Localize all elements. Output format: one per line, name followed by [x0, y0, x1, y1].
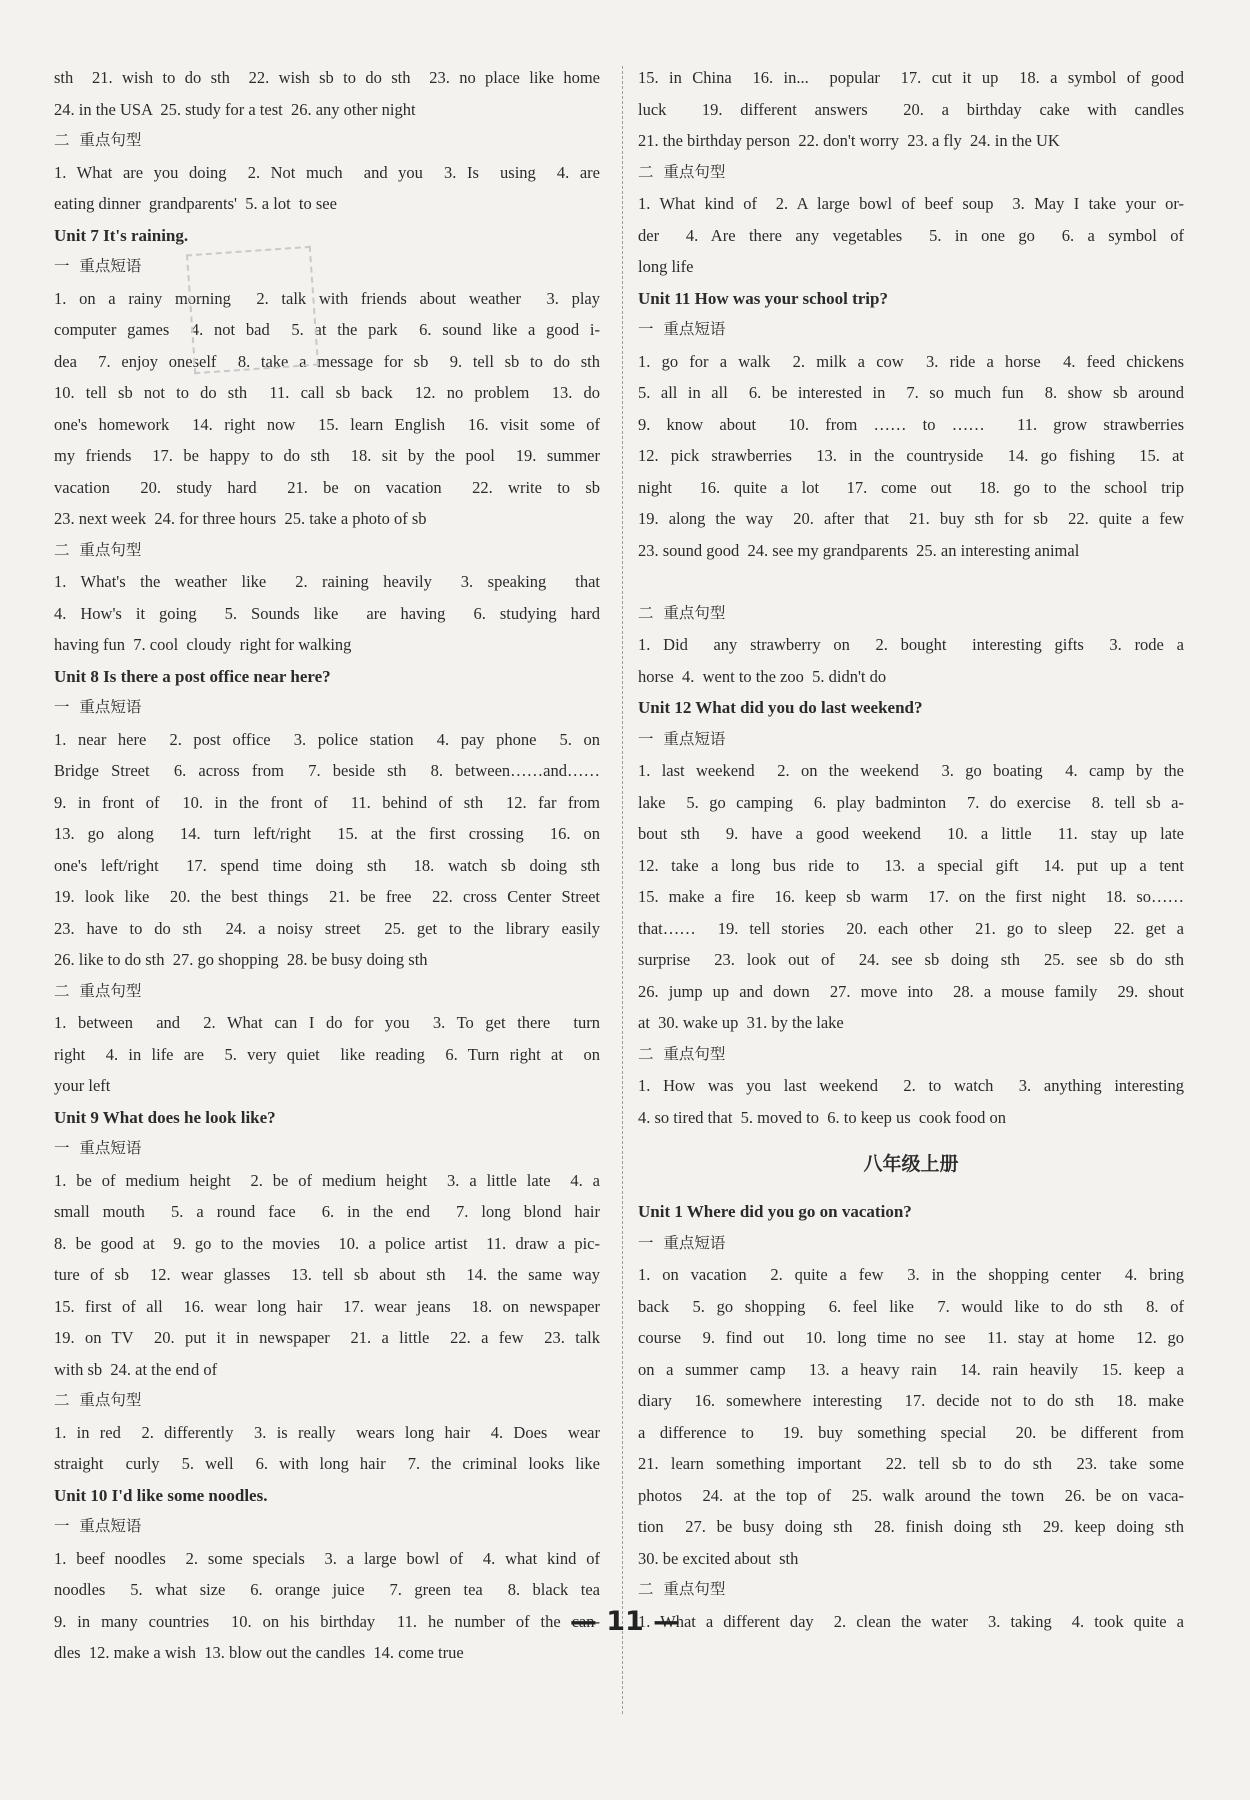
- answer-line: diary 16. somewhere interesting 17. decide not to do sth 18. make: [638, 1391, 1184, 1410]
- answer-line: 30. be excited about sth: [638, 1548, 799, 1568]
- left-column: [54, 62, 600, 1669]
- answer-line: horse 4. went to the zoo 5. didn't do: [638, 666, 887, 686]
- grade-heading: 八年级上册: [863, 1153, 959, 1175]
- answer-line: course 9. find out 10. long time no see 11. stay at home 12. go: [638, 1328, 1184, 1347]
- answer-line: night 16. quite a lot 17. come out 18. go to the school trip: [638, 477, 1184, 497]
- answer-line: 1. between and 2. What can I do for you 3. To get there turn: [54, 1013, 600, 1032]
- answer-line: 1. What kind of 2. A large bowl of beef soup 3. May I take your or-: [638, 194, 1184, 213]
- answer-line: having fun 7. cool cloudy right for walking: [54, 635, 352, 654]
- answer-line: 15. make a fire 16. keep sb warm 17. on the first night 18. so……: [638, 887, 1184, 906]
- answer-line: your left: [54, 1076, 111, 1095]
- unit-heading: Unit 10 I'd like some noodles.: [54, 1485, 268, 1505]
- answer-line: 1. How was you last weekend 2. to watch 3. anything interesting: [638, 1076, 1184, 1095]
- answer-line: a difference to 19. buy something special 20. be different from: [638, 1422, 1184, 1442]
- answer-line: lake 5. go camping 6. play badminton 7. do exercise 8. tell sb a-: [638, 792, 1184, 812]
- answer-line: on a summer camp 13. a heavy rain 14. rain heavily 15. keep a: [638, 1359, 1184, 1379]
- answer-line: 26. like to do sth 27. go shopping 28. be busy doing sth: [54, 950, 428, 969]
- section-heading: 一 重点短语: [54, 257, 142, 275]
- unit-heading: Unit 12 What did you do last weekend?: [638, 698, 923, 717]
- answer-line: 1. be of medium height 2. be of medium height 3. a little late 4. a: [54, 1170, 600, 1190]
- answer-line: that…… 19. tell stories 20. each other 21. go to sleep 22. get a: [638, 918, 1184, 938]
- answer-line: at 30. wake up 31. by the lake: [638, 1013, 844, 1032]
- answer-line: 19. look like 20. the best things 21. be free 22. cross Center Street: [54, 887, 600, 906]
- answer-line: 13. go along 14. turn left/right 15. at the first crossing 16. on: [54, 824, 600, 843]
- answer-line: 15. in China 16. in... popular 17. cut it up 18. a symbol of good: [638, 68, 1184, 87]
- answer-line: 5. all in all 6. be interested in 7. so much fun 8. show sb around: [638, 383, 1184, 402]
- answer-line: vacation 20. study hard 21. be on vacation 22. write to sb: [54, 477, 600, 497]
- unit-heading: Unit 9 What does he look like?: [54, 1107, 276, 1127]
- answer-line: 4. How's it going 5. Sounds like are having 6. studying hard: [54, 603, 600, 623]
- answer-line: 1. on a rainy morning 2. talk with friends about weather 3. play: [54, 288, 600, 308]
- answer-line: eating dinner grandparents' 5. a lot to see: [54, 194, 337, 213]
- answer-line: 12. take a long bus ride to 13. a special gift 14. put up a tent: [638, 855, 1184, 875]
- section-heading: 二 重点句型: [54, 1391, 142, 1409]
- answer-line: luck 19. different answers 20. a birthday cake with candles: [638, 99, 1184, 119]
- answer-line: 23. next week 24. for three hours 25. take a photo of sb: [54, 509, 427, 528]
- answer-line: sth 21. wish to do sth 22. wish sb to do sth 23. no place like home: [54, 68, 600, 87]
- answer-line: 15. first of all 16. wear long hair 17. wear jeans 18. on newspaper: [54, 1296, 600, 1316]
- answer-line: right 4. in life are 5. very quiet like reading 6. Turn right at on: [54, 1044, 600, 1064]
- section-heading: 二 重点句型: [54, 131, 142, 149]
- answer-line: 1. What a different day 2. clean the water 3. taking 4. took quite a: [638, 1611, 1184, 1631]
- answer-line: 1. last weekend 2. on the weekend 3. go boating 4. camp by the: [638, 761, 1184, 780]
- answer-line: back 5. go shopping 6. feel like 7. would like to do sth 8. of: [638, 1296, 1184, 1316]
- answer-line: 19. on TV 20. put it in newspaper 21. a little 22. a few 23. talk: [54, 1328, 600, 1347]
- answer-line: 19. along the way 20. after that 21. buy sth for sb 22. quite a few: [638, 509, 1184, 528]
- answer-line: 9. know about 10. from …… to …… 11. grow strawberries: [638, 414, 1184, 434]
- answer-line: dea 7. enjoy oneself 8. take a message for sb 9. tell sb to do sth: [54, 351, 600, 371]
- answer-line: computer games 4. not bad 5. at the park 6. sound like a good i-: [54, 320, 600, 339]
- answer-line: bout sth 9. have a good weekend 10. a little 11. stay up late: [638, 824, 1184, 843]
- answer-line: 9. in many countries 10. on his birthday 11. he number of the can-: [54, 1611, 600, 1631]
- answer-line: ture of sb 12. wear glasses 13. tell sb about sth 14. the same way: [54, 1265, 600, 1284]
- section-heading: 一 重点短语: [638, 1233, 726, 1252]
- section-heading: 二 重点句型: [638, 603, 726, 622]
- answer-line: my friends 17. be happy to do sth 18. sit by the pool 19. summer: [54, 446, 600, 465]
- answer-line: 10. tell sb not to do sth 11. call sb back 12. no problem 13. do: [54, 383, 600, 402]
- section-heading: 一 重点短语: [54, 698, 142, 716]
- page-number: — 11 —: [569, 1606, 681, 1637]
- answer-line: one's homework 14. right now 15. learn English 16. visit some of: [54, 414, 600, 434]
- answer-line: straight curly 5. well 6. with long hair 7. the criminal looks like: [54, 1454, 600, 1473]
- answer-line: noodles 5. what size 6. orange juice 7. green tea 8. black tea: [54, 1580, 600, 1599]
- answer-line: 1. near here 2. post office 3. police station 4. pay phone 5. on: [54, 729, 600, 749]
- section-heading: 一 重点短语: [638, 729, 726, 748]
- answer-line: tion 27. be busy doing sth 28. finish doing sth 29. keep doing sth: [638, 1517, 1184, 1536]
- answer-line: surprise 23. look out of 24. see sb doing sth 25. see sb do sth: [638, 950, 1184, 969]
- unit-heading: Unit 11 How was your school trip?: [638, 288, 888, 308]
- unit-heading: Unit 8 Is there a post office near here?: [54, 666, 331, 686]
- answer-line: 23. have to do sth 24. a noisy street 25. get to the library easily: [54, 918, 600, 938]
- unit-heading: Unit 7 It's raining.: [54, 225, 189, 245]
- answer-line: long life: [638, 257, 694, 276]
- answer-line: 21. the birthday person 22. don't worry 23. a fly 24. in the UK: [638, 131, 1060, 150]
- answer-line: 1. go for a walk 2. milk a cow 3. ride a horse 4. feed chickens: [638, 351, 1184, 371]
- column-divider: [622, 66, 623, 1714]
- answer-line: 1. in red 2. differently 3. is really wears long hair 4. Does wear: [54, 1422, 600, 1442]
- answer-line: 12. pick strawberries 13. in the countryside 14. go fishing 15. at: [638, 446, 1184, 465]
- section-heading: 二 重点句型: [638, 162, 726, 181]
- section-heading: 二 重点句型: [638, 1044, 726, 1063]
- section-heading: 一 重点短语: [638, 320, 726, 338]
- answer-line: der 4. Are there any vegetables 5. in one go 6. a symbol of: [638, 225, 1184, 245]
- answer-line: 23. sound good 24. see my grandparents 25. an interesting animal: [638, 540, 1080, 560]
- answer-line: 1. Did any strawberry on 2. bought interesting gifts 3. rode a: [638, 635, 1184, 654]
- answer-line: with sb 24. at the end of: [54, 1359, 218, 1379]
- answer-line: 24. in the USA 25. study for a test 26. any other night: [54, 99, 416, 119]
- answer-line: small mouth 5. a round face 6. in the end 7. long blond hair: [54, 1202, 600, 1221]
- section-heading: 二 重点句型: [54, 540, 142, 559]
- answer-line: one's left/right 17. spend time doing sth 18. watch sb doing sth: [54, 855, 600, 875]
- answer-line: 4. so tired that 5. moved to 6. to keep us cook food on: [638, 1107, 1006, 1127]
- answer-line: 1. What are you doing 2. Not much and you 3. Is using 4. are: [54, 162, 600, 182]
- watermark-stamp: [186, 246, 319, 374]
- unit-heading: Unit 1 Where did you go on vacation?: [638, 1202, 912, 1221]
- right-column: [638, 62, 1184, 1637]
- section-heading: 一 重点短语: [54, 1517, 142, 1535]
- section-heading: 二 重点句型: [638, 1580, 726, 1598]
- answer-line: 26. jump up and down 27. move into 28. a mouse family 29. shout: [638, 981, 1184, 1001]
- answer-line: Bridge Street 6. across from 7. beside sth 8. between……and……: [54, 761, 600, 780]
- answer-line: 1. on vacation 2. quite a few 3. in the shopping center 4. bring: [638, 1265, 1184, 1284]
- answer-line: 9. in front of 10. in the front of 11. behind of sth 12. far from: [54, 792, 600, 812]
- spacer: [638, 566, 1184, 598]
- answer-line: 21. learn something important 22. tell sb to do sth 23. take some: [638, 1454, 1184, 1473]
- answer-line: photos 24. at the top of 25. walk around the town 26. be on vaca-: [638, 1485, 1184, 1505]
- section-heading: 二 重点句型: [54, 981, 142, 1000]
- answer-line: 1. What's the weather like 2. raining heavily 3. speaking that: [54, 572, 600, 591]
- answer-line: 8. be good at 9. go to the movies 10. a police artist 11. draw a pic-: [54, 1233, 600, 1253]
- answer-line: dles 12. make a wish 13. blow out the candles 14. come true: [54, 1643, 464, 1662]
- answer-line: 1. beef noodles 2. some specials 3. a large bowl of 4. what kind of: [54, 1548, 600, 1568]
- section-heading: 一 重点短语: [54, 1139, 142, 1157]
